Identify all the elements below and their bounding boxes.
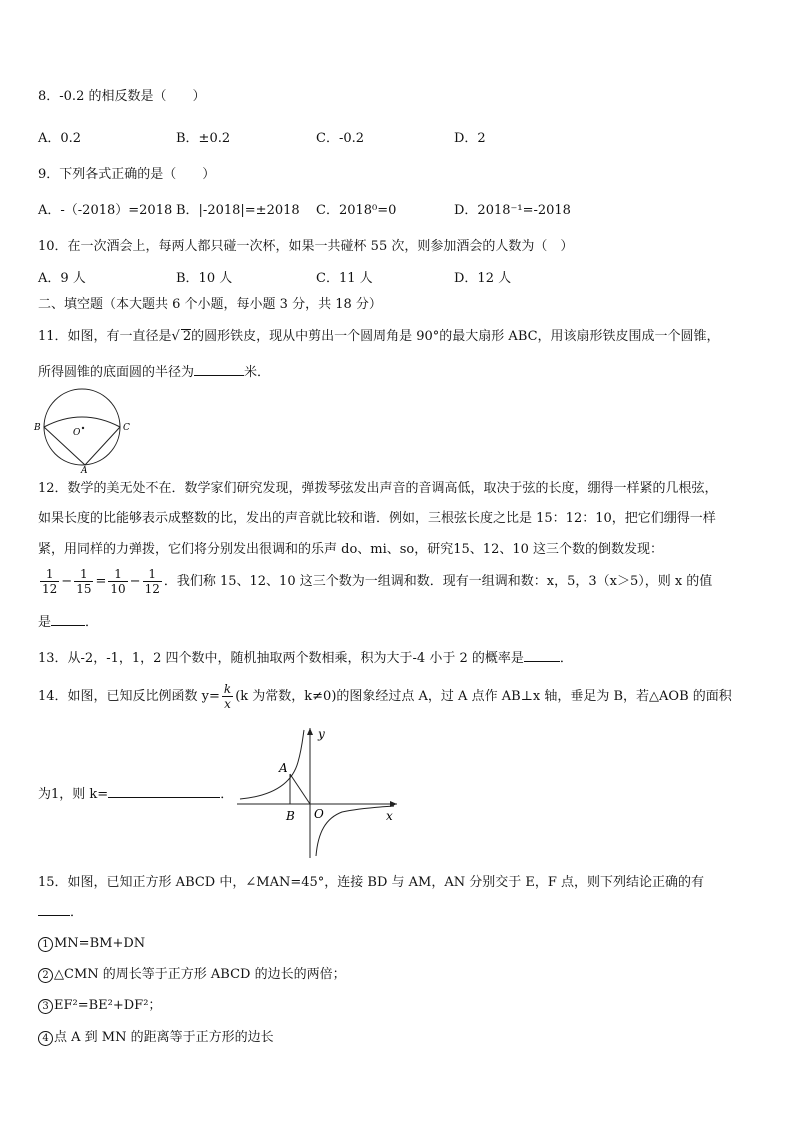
- q11-answer-blank[interactable]: [194, 375, 244, 376]
- q11-line1-post: 的圆形铁皮，现从中剪出一个圆周角是 90°的最大扇形 ABC，用该扇形铁皮围成一个圆锥，: [191, 329, 720, 344]
- frac-denominator: x: [224, 697, 231, 711]
- frac-numerator: 1: [143, 567, 162, 582]
- q11-line2: [38, 364, 270, 382]
- q15-item-4: [38, 1029, 274, 1047]
- circled-number: 4: [38, 1031, 53, 1046]
- q14-figure: [232, 722, 407, 862]
- circled-number: 2: [38, 968, 53, 983]
- frac-denominator: 10: [110, 582, 126, 596]
- q9-option-a: A．-（-2018）=2018: [38, 203, 173, 218]
- q14-line2-post: ．: [220, 787, 234, 802]
- q14-label-a: A: [279, 761, 288, 775]
- q11-label-b: B: [34, 423, 41, 433]
- q11-label-o: O: [73, 428, 81, 438]
- q12-answer-blank[interactable]: [51, 625, 85, 626]
- q9-option-b: B．|-2018|=±2018: [176, 203, 300, 218]
- section-heading: 二、填空题（本大题共 6 个小题，每小题 3 分，共 18 分）: [38, 297, 382, 312]
- q11-line2-post: 米．: [244, 365, 271, 380]
- q12-frac-4: [143, 567, 162, 596]
- q15-item-2: [38, 966, 346, 984]
- q10-option-d: D．12 人: [454, 271, 512, 286]
- q12-line1: 12．数学的美无处不在．数学家们研究发现，弹拨琴弦发出声音的音调高低，取决于弦的长度，绷得一样紧的几根弦，: [38, 481, 718, 496]
- frac-denominator: 12: [144, 582, 160, 596]
- q8-option-d: D．2: [454, 131, 486, 146]
- q12-line3: 紧，用同样的力弹拨，它们将分别发出很调和的乐声 do、mi、so，研究15、12、10 这三个数的倒数发现：: [38, 542, 664, 557]
- q8-option-b: B．±0.2: [176, 131, 231, 146]
- frac-numerator: 1: [74, 567, 93, 582]
- q11-label-c: C: [123, 423, 130, 433]
- q12-line5-pre: 是: [38, 615, 52, 630]
- circled-number: 1: [38, 937, 53, 952]
- q15-item-text: △CMN 的周长等于正方形 ABCD 的边长的两倍；: [54, 967, 346, 982]
- q12-line4: $\frac{1}{12}$ − $\frac{1}{15}$ = $\frac{1}{10}$ − $\frac{1}{12}$ ．我们称 15、12、10 这三个数为一组调和数．现有一组调和数：x，5，3（x＞5），则 x 的值: [42, 567, 713, 596]
- q8-option-a: A．0.2: [38, 131, 82, 146]
- q14-line2: [38, 786, 233, 804]
- q10-option-a: A．9 人: [38, 271, 86, 286]
- q15-line2: [38, 904, 83, 922]
- q14-axis-y-label: y: [318, 727, 325, 741]
- frac-numerator: 1: [40, 567, 59, 582]
- q13-line: [38, 650, 573, 668]
- q10-option-b: B．10 人: [176, 271, 233, 286]
- q12-frac-3: [108, 567, 127, 596]
- q12-line4-text: ．我们称 15、12、10 这三个数为一组调和数．现有一组调和数：x，5，3（x＞5），则 x 的值: [163, 574, 713, 589]
- q12-frac-1: [40, 567, 59, 596]
- q14-line1: [38, 680, 732, 714]
- q14-answer-blank[interactable]: [108, 797, 220, 798]
- q15-item-3: [38, 997, 161, 1015]
- q13-post: ．: [559, 651, 573, 666]
- q8-option-c: C．-0.2: [316, 131, 365, 146]
- q11-sqrt-value: 2: [182, 329, 192, 344]
- q12-line2: 如果长度的比能够表示成整数的比，发出的声音就比较和谐．例如，三根弦长度之比是 15：12：10，把它们绷得一样: [38, 511, 716, 526]
- q10-stem: 10．在一次酒会上，每两人都只碰一次杯，如果一共碰杯 55 次，则参加酒会的人数为（ ）: [38, 239, 574, 254]
- q13-text: 13．从-2，-1，1，2 四个数中，随机抽取两个数相乘，积为大于-4 小于 2 的概率是: [38, 651, 524, 666]
- q9-stem: 9．下列各式正确的是（ ）: [38, 167, 216, 182]
- q9-option-c: C．2018⁰=0: [316, 203, 397, 218]
- q14-post: (k 为常数，k≠0)的图象经过点 A，过 A 点作 AB⊥x 轴，垂足为 B，若△AOB 的面积: [235, 689, 732, 704]
- q14-line2-pre: 为1，则 k=: [38, 787, 109, 802]
- q15-item-1: [38, 935, 145, 953]
- q9-option-d: D．2018⁻¹=-2018: [454, 203, 571, 218]
- q15-answer-blank[interactable]: [38, 915, 70, 916]
- frac-denominator: 12: [42, 582, 58, 596]
- q15-line2-post: ．: [70, 905, 84, 920]
- q14-axis-x-label: x: [386, 809, 393, 823]
- frac-numerator: k: [223, 682, 232, 696]
- q11-line1: [38, 328, 720, 346]
- q14-frac: [222, 682, 233, 711]
- q14-label-o: O: [314, 807, 324, 821]
- frac-denominator: 15: [76, 582, 92, 596]
- q14-pre: 14．如图，已知反比例函数 y=: [38, 689, 220, 704]
- q11-line2-pre: 所得圆锥的底面圆的半径为: [38, 365, 195, 380]
- q15-line1: 15．如图，已知正方形 ABCD 中，∠MAN=45°，连接 BD 与 AM，AN 分别交于 E，F 点，则下列结论正确的有: [38, 875, 705, 890]
- q14-label-b: B: [286, 809, 295, 823]
- q12-line5: [38, 614, 98, 632]
- frac-numerator: 1: [108, 567, 127, 582]
- q11-line1-pre: 11．如图，有一直径是: [38, 329, 172, 344]
- q11-label-a: A: [81, 466, 88, 475]
- q15-item-text: EF²=BE²+DF²；: [54, 998, 162, 1013]
- q11-figure: [30, 385, 140, 475]
- circled-number: 3: [38, 999, 53, 1014]
- q8-stem: 8．-0.2 的相反数是（ ）: [38, 89, 206, 104]
- q12-frac-2: [74, 567, 93, 596]
- q15-item-text: MN=BM+DN: [54, 936, 146, 951]
- q15-item-text: 点 A 到 MN 的距离等于正方形的边长: [54, 1030, 274, 1045]
- q10-option-c: C．11 人: [316, 271, 373, 286]
- sqrt-symbol: √: [171, 329, 180, 344]
- q13-answer-blank[interactable]: [524, 661, 560, 662]
- q12-line5-post: ．: [85, 615, 99, 630]
